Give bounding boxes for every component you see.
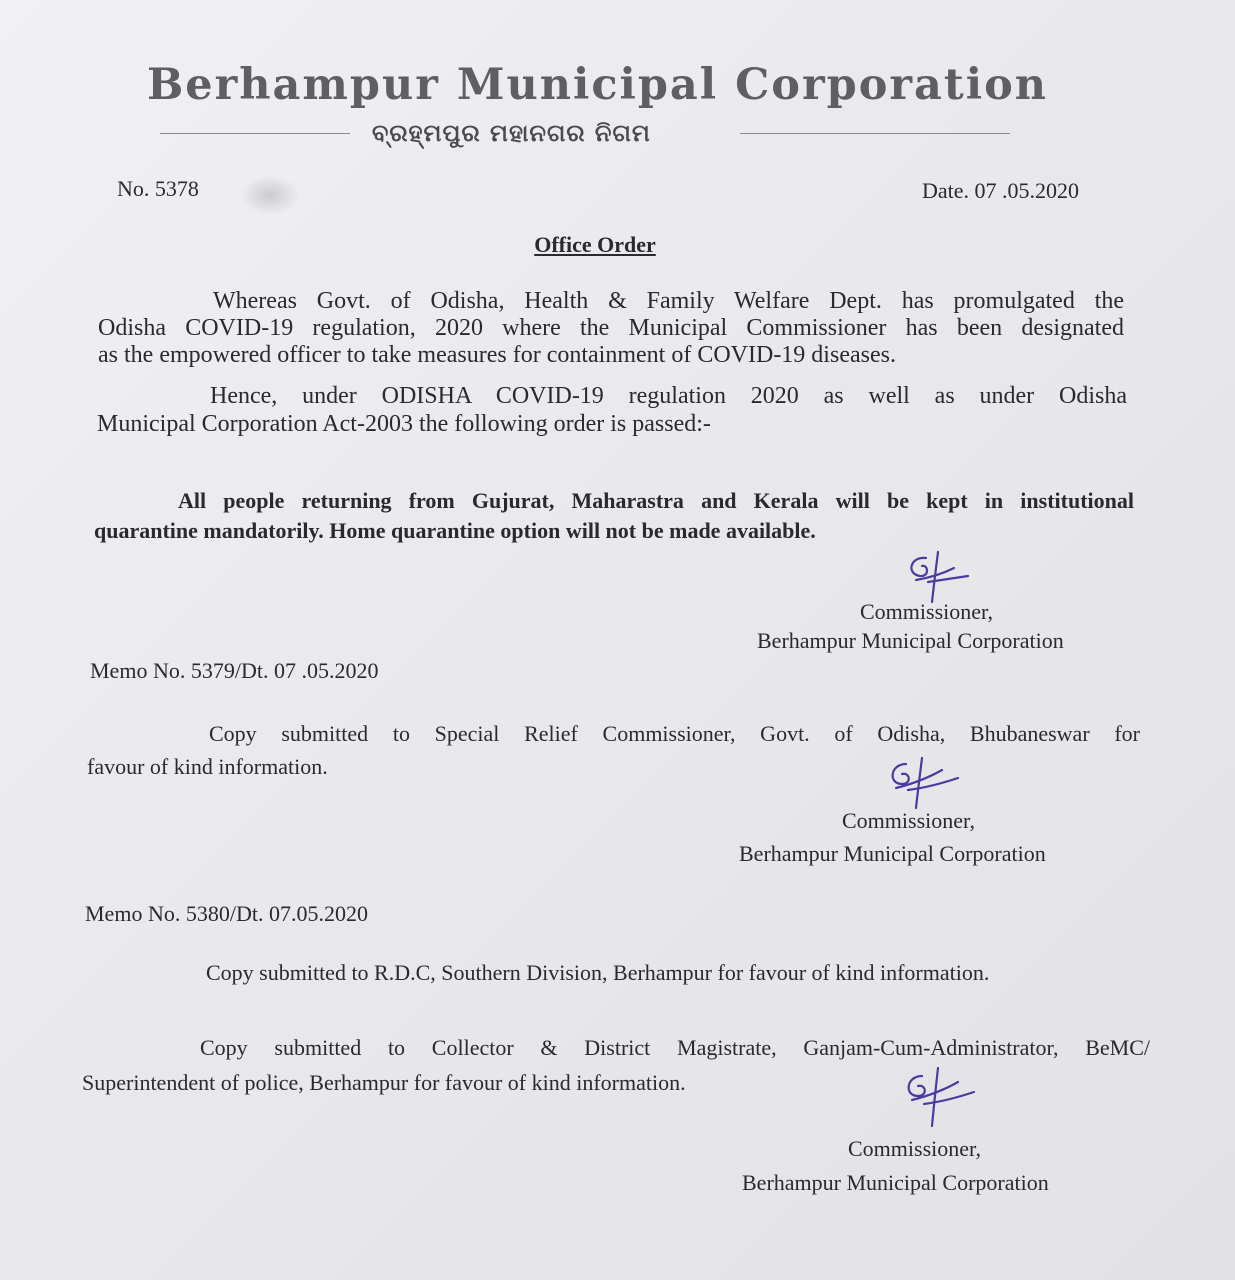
commissioner-org-2: Berhampur Municipal Corporation xyxy=(739,841,1046,866)
para1-line-2: Odisha COVID-19 regulation, 2020 where the Municipal Commissioner has been designated xyxy=(98,315,1124,341)
memo1-line-2: favour of kind information. xyxy=(87,754,328,779)
order-date: Date. 07 .05.2020 xyxy=(922,178,1080,203)
para2-line-1: Hence, under ODISHA COVID-19 regulation 2020 as well as under Odisha xyxy=(210,383,1127,409)
commissioner-org-1: Berhampur Municipal Corporation xyxy=(757,628,1064,653)
stamp-smudge xyxy=(240,175,300,215)
para1-line-3: as the empowered officer to take measures for containment of COVID-19 diseases. xyxy=(98,342,896,368)
commissioner-title-3: Commissioner, xyxy=(848,1136,981,1161)
para2-line-2: Municipal Corporation Act-2003 the following order is passed:- xyxy=(97,411,711,437)
quarantine-order xyxy=(94,486,1134,546)
signature-3 xyxy=(896,1062,982,1132)
memo-2-copy-collector xyxy=(82,1030,1150,1100)
memo2-copy2-line-1: Copy submitted to Collector & District Magistrate, Ganjam-Cum-Administrator, BeMC/ xyxy=(200,1035,1150,1060)
left-rule xyxy=(160,133,350,134)
odia-subtitle: ବ୍ରହ୍ମପୁର ମହାନଗର ନିଗମ xyxy=(372,119,651,147)
memo-2-number: Memo No. 5380/Dt. 07.05.2020 xyxy=(85,901,368,926)
letterhead-title: Berhampur Municipal Corporation xyxy=(146,60,1049,110)
memo-1-text xyxy=(87,717,1140,783)
order-line-2: quarantine mandatorily. Home quarantine option will not be made available. xyxy=(94,518,816,543)
commissioner-title-2: Commissioner, xyxy=(842,808,975,833)
order-line-1: All people returning from Gujurat, Maharastra and Kerala will be kept in institutional xyxy=(178,488,1134,513)
memo2-copy2-line-2: Superintendent of police, Berhampur for favour of kind information. xyxy=(82,1070,686,1095)
memo-2-copy-rdc: Copy submitted to R.D.C, Southern Division, Berhampur for favour of kind information. xyxy=(206,960,990,985)
order-number: No. 5378 xyxy=(117,176,199,201)
memo-1-number: Memo No. 5379/Dt. 07 .05.2020 xyxy=(90,658,379,683)
commissioner-title-1: Commissioner, xyxy=(860,599,993,624)
memo1-line-1: Copy submitted to Special Relief Commissioner, Govt. of Odisha, Bhubaneswar for xyxy=(209,721,1140,746)
commissioner-org-3: Berhampur Municipal Corporation xyxy=(742,1170,1049,1195)
order-paragraph-1 xyxy=(98,288,1124,369)
letterhead-subtitle-row xyxy=(160,118,1010,148)
signature-2 xyxy=(880,752,966,814)
right-rule xyxy=(740,133,1010,134)
order-paragraph-2 xyxy=(97,382,1127,438)
para1-line-1: Whereas Govt. of Odisha, Health & Family Welfare Dept. has promulgated the xyxy=(213,288,1124,314)
office-order-heading: Office Order xyxy=(534,232,656,257)
